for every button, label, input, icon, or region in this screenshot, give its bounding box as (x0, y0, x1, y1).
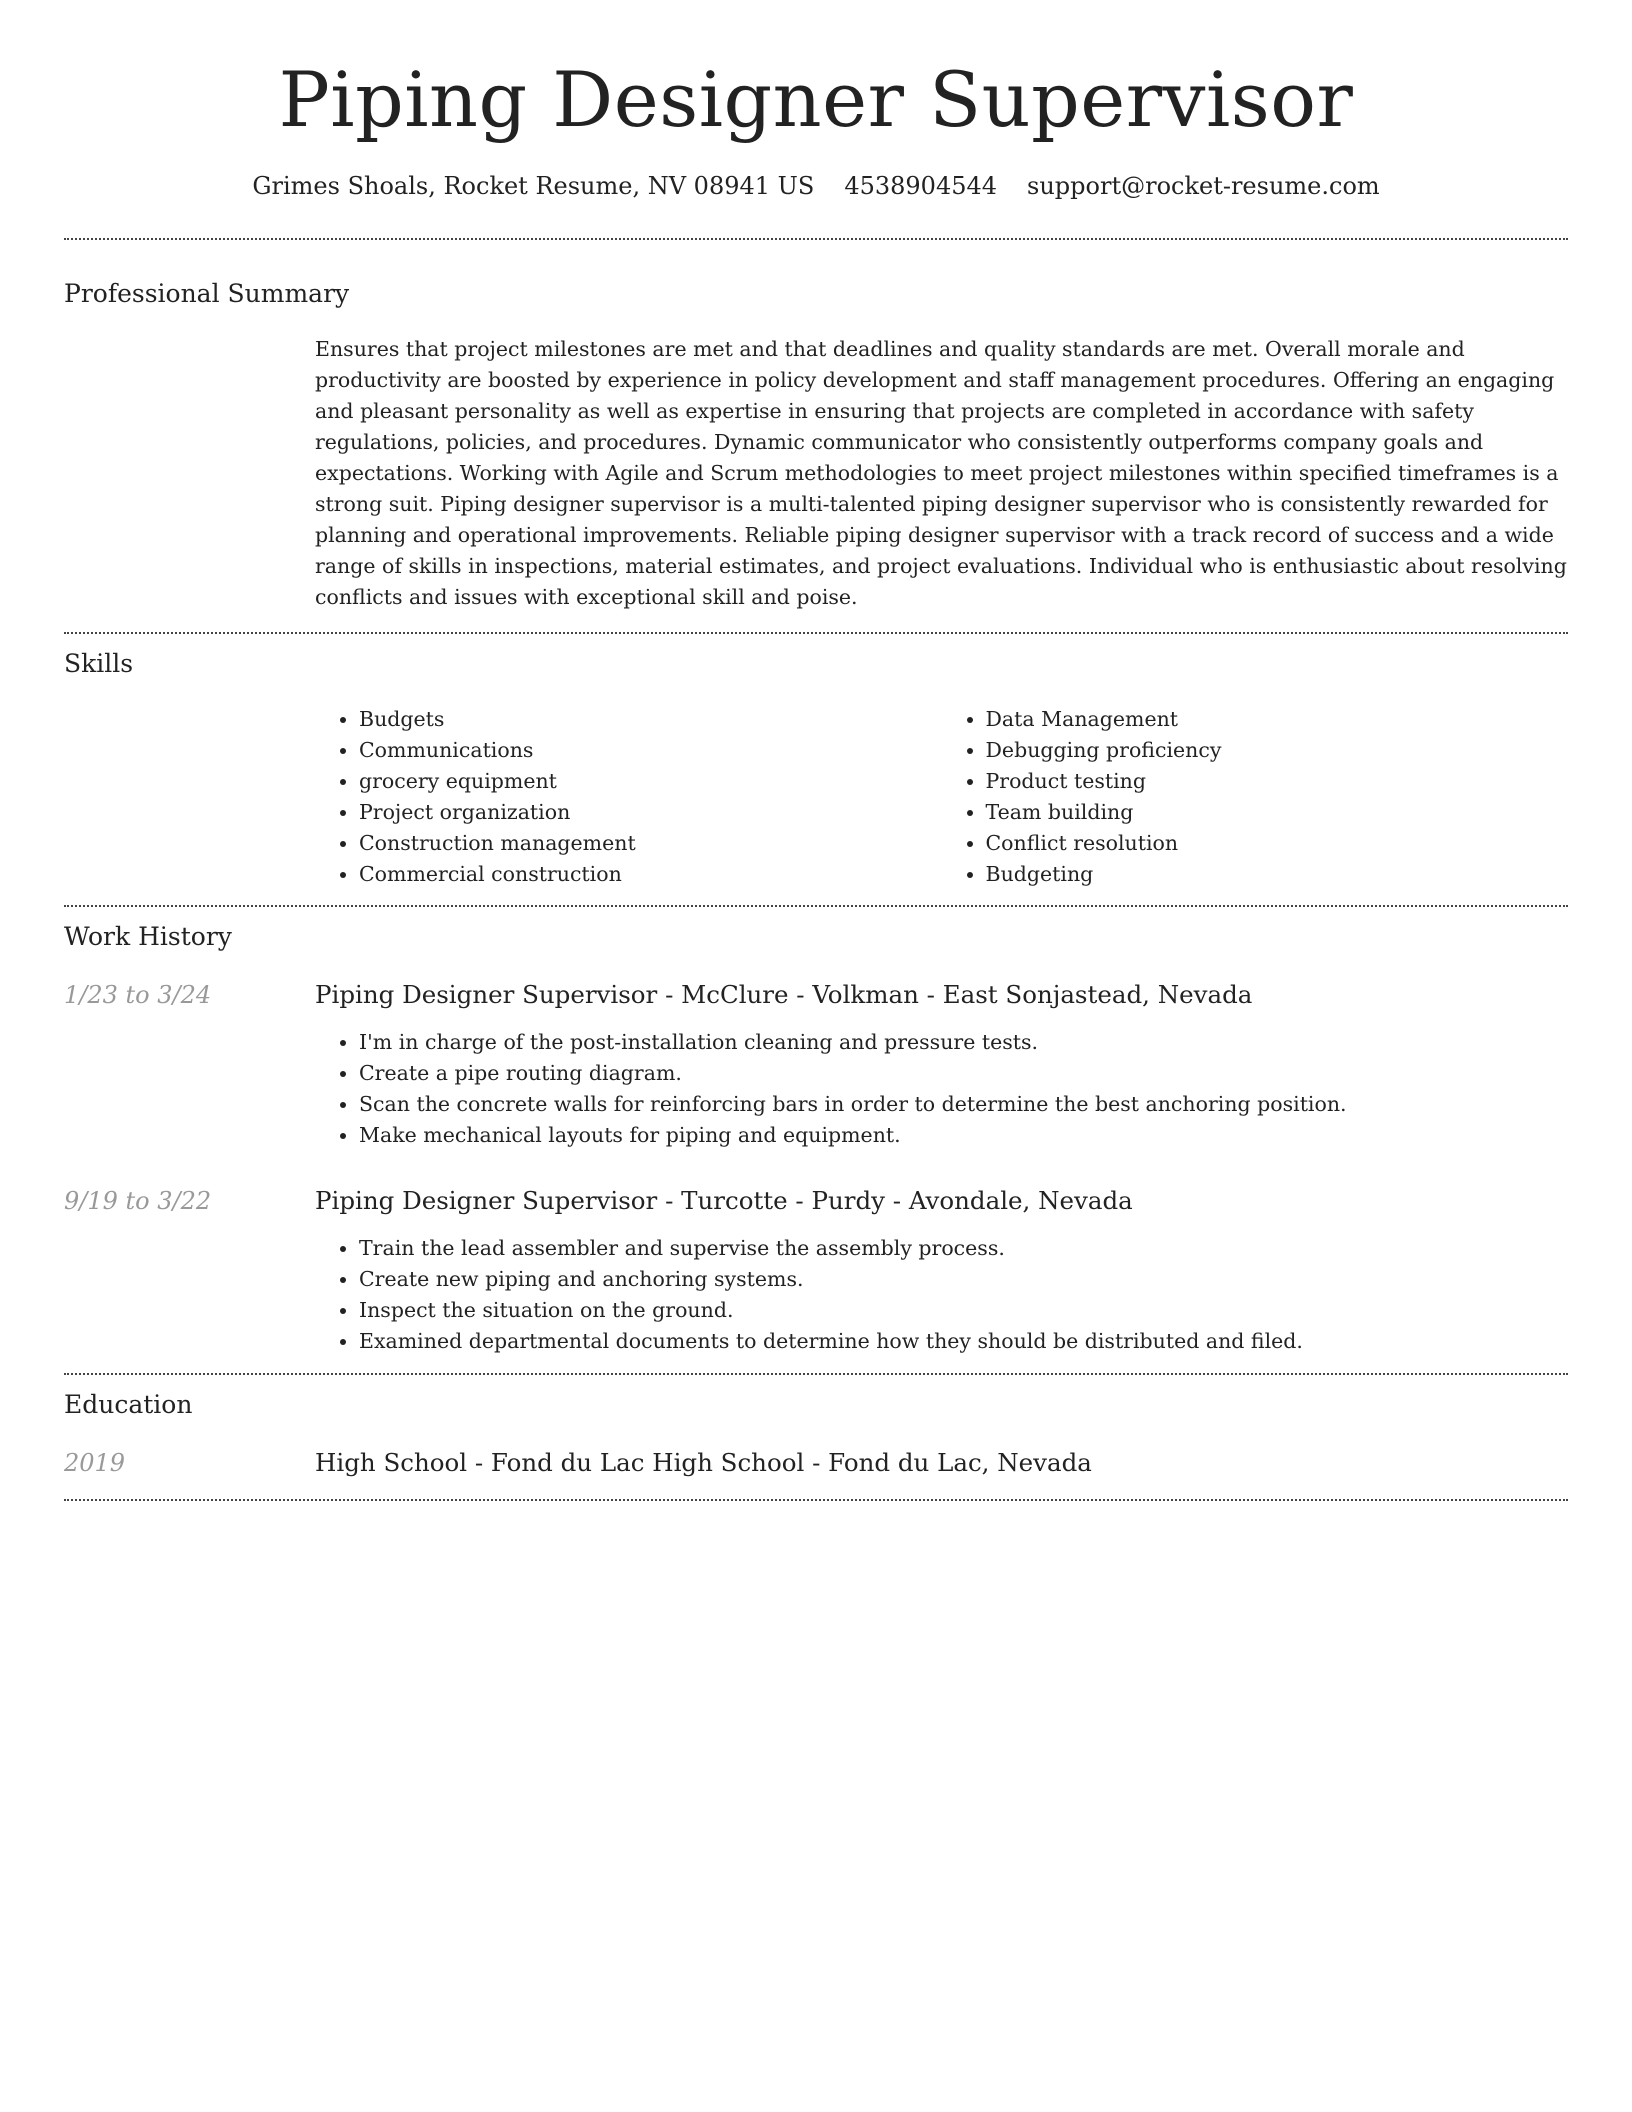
skills-grid (315, 704, 1568, 890)
divider (64, 905, 1568, 907)
divider (64, 1373, 1568, 1375)
job-employer-location: - Turcotte - Purdy - Avondale, Nevada (657, 1186, 1133, 1215)
summary-text: Ensures that project milestones are met and that deadlines and quality standards are met. Overall morale and productivity are boosted by experience in policy development and staff management procedures. Offering an engaging and pleasant personality as well as expertise in ensuring that projects are completed in accordance with safety regulations, policies, and procedures. Dynamic communicator who consistently outperforms company goals and expectations. Working with Agile and Scrum methodologies to meet project milestones within specified timeframes is a strong suit. Piping designer supervisor is a multi-talented piping designer supervisor who is consistently rewarded for planning and operational improvements. Reliable piping designer supervisor with a track record of success and a wide range of skills in inspections, material estimates, and project evaluations. Individual who is enthusiastic about resolving conflicts and issues with exceptional skill and poise. (315, 337, 1567, 609)
skill-item: • Construction management (359, 828, 942, 859)
education-entry (64, 1447, 1568, 1479)
job-role: Piping Designer Supervisor (315, 980, 658, 1009)
job-bullet: • Create new piping and anchoring systems. (359, 1264, 1568, 1295)
job-bullet: • I'm in charge of the post-installation cleaning and pressure tests. (359, 1027, 1568, 1058)
job-body (315, 1185, 1568, 1357)
job-bullet: • Inspect the situation on the ground. (359, 1295, 1568, 1326)
education-degree: High School (315, 1448, 468, 1477)
divider (64, 238, 1568, 240)
skill-item: • Communications (359, 735, 942, 766)
summary-row (64, 334, 1568, 613)
skill-item: • Commercial construction (359, 859, 942, 890)
job-title (315, 979, 1568, 1011)
skill-item: • Team building (986, 797, 1569, 828)
job-bullet: • Scan the concrete walls for reinforcing bars in order to determine the best anchoring position. (359, 1089, 1568, 1120)
job-role: Piping Designer Supervisor (315, 1186, 658, 1215)
divider (64, 632, 1568, 634)
job-dates: 1/23 to 3/24 (64, 981, 212, 1009)
skill-item: • Product testing (986, 766, 1569, 797)
job-employer-location: - McClure - Volkman - East Sonjastead, Nevada (657, 980, 1253, 1009)
job-bullet: • Make mechanical layouts for piping and equipment. (359, 1120, 1568, 1151)
section-title-skills: Skills (64, 649, 134, 678)
skill-item: • Conflict resolution (986, 828, 1569, 859)
job-bullet: • Examined departmental documents to determine how they should be distributed and filed. (359, 1326, 1568, 1357)
summary-body (315, 334, 1568, 613)
section-title-summary: Professional Summary (64, 279, 350, 308)
education-body (315, 1447, 1568, 1479)
skill-item: • Budgets (359, 704, 942, 735)
skills-list-left (315, 704, 942, 890)
summary-left-spacer (64, 334, 315, 613)
job-bullets (315, 1233, 1568, 1357)
education-school-location: - Fond du Lac High School - Fond du Lac, Nevada (467, 1448, 1092, 1477)
divider (64, 1499, 1568, 1501)
job-title (315, 1185, 1568, 1217)
skill-item: • Budgeting (986, 859, 1569, 890)
job-body (315, 979, 1568, 1151)
job-dates: 9/19 to 3/22 (64, 1187, 212, 1215)
contact-line (64, 170, 1568, 202)
skill-item: • grocery equipment (359, 766, 942, 797)
skill-item: • Data Management (986, 704, 1569, 735)
contact-email: support@rocket-resume.com (1027, 172, 1380, 200)
skill-item: • Debugging proficiency (986, 735, 1569, 766)
education-title (315, 1447, 1568, 1479)
section-title-work: Work History (64, 922, 232, 951)
job-bullets (315, 1027, 1568, 1151)
skills-list-right (942, 704, 1569, 890)
job-bullet: • Create a pipe routing diagram. (359, 1058, 1568, 1089)
skills-left-spacer (64, 704, 315, 890)
contact-address: Grimes Shoals, Rocket Resume, NV 08941 US (252, 172, 815, 200)
contact-phone: 4538904544 (844, 172, 998, 200)
skill-item: • Project organization (359, 797, 942, 828)
candidate-name: Piping Designer Supervisor (278, 55, 1354, 144)
skills-body (315, 704, 1568, 890)
skills-row (64, 704, 1568, 890)
section-title-education: Education (64, 1390, 193, 1419)
job-entry (64, 1185, 1568, 1357)
education-year: 2019 (64, 1449, 126, 1477)
job-entry (64, 979, 1568, 1151)
job-bullet: • Train the lead assembler and supervise the assembly process. (359, 1233, 1568, 1264)
